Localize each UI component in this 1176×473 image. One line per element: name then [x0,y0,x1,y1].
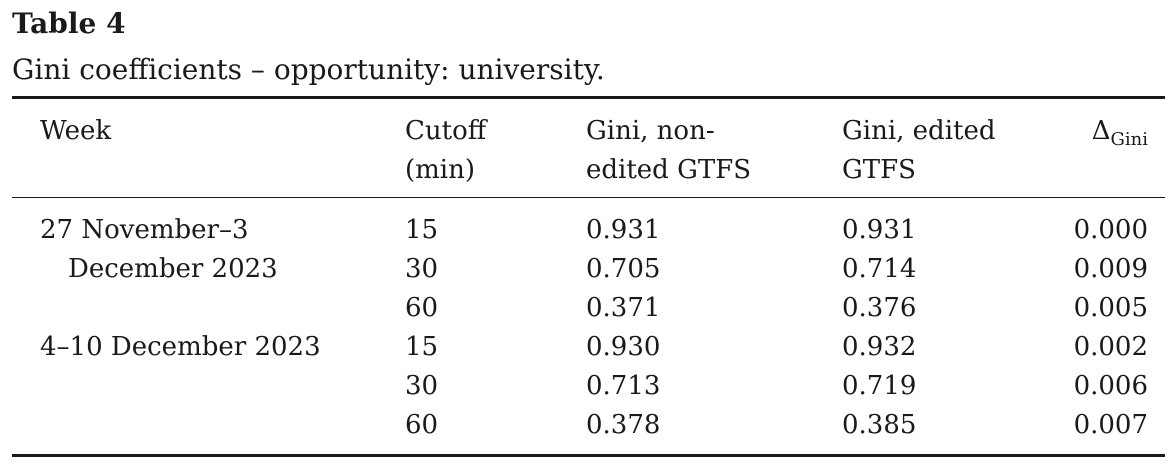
cutoff-cell: 60 [405,293,439,323]
top-rule [12,96,1165,99]
cutoff-cell: 15 [405,332,439,362]
week-cell: 4–10 December 2023 [40,332,321,362]
delta-cell: 0.002 [1073,332,1148,362]
table-row [0,328,1176,367]
gini-edited-cell: 0.376 [842,293,917,323]
gini-non-edited-cell: 0.931 [586,215,661,245]
gini-non-edited-cell: 0.705 [586,254,661,284]
bottom-rule [12,454,1165,457]
header-gini-edited-line2: GTFS [842,155,916,185]
header-cutoff-line2: (min) [405,155,476,185]
header-gini-edited-line1: Gini, edited [842,116,996,146]
cutoff-cell: 15 [405,215,439,245]
gini-edited-cell: 0.385 [842,410,917,440]
gini-non-edited-cell: 0.930 [586,332,661,362]
gini-non-edited-cell: 0.378 [586,410,661,440]
cutoff-cell: 60 [405,410,439,440]
header-gini-non-line2: edited GTFS [586,155,752,185]
gini-edited-cell: 0.714 [842,254,917,284]
cutoff-cell: 30 [405,371,439,401]
gini-non-edited-cell: 0.371 [586,293,661,323]
header-delta-gini [1092,112,1148,159]
header-week: Week [40,116,112,146]
table-row [0,289,1176,328]
gini-edited-cell: 0.931 [842,215,917,245]
delta-cell: 0.005 [1073,293,1148,323]
header-cutoff-line1: Cutoff [405,116,487,146]
gini-edited-cell: 0.719 [842,371,917,401]
delta-cell: 0.007 [1073,410,1148,440]
header-gini-non-line1: Gini, non- [586,116,715,146]
table-label: Table 4 [12,7,126,40]
header-rule [12,197,1165,198]
table-row [0,367,1176,406]
gini-non-edited-cell: 0.713 [586,371,661,401]
delta-cell: 0.006 [1073,371,1148,401]
table-caption: Gini coefficients – opportunity: university. [12,53,605,86]
delta-subscript: Gini [1110,129,1148,150]
header-gini-non-edited [586,112,751,190]
cutoff-cell: 30 [405,254,439,284]
delta-cell: 0.009 [1073,254,1148,284]
table-row [0,406,1176,445]
delta-symbol: Δ [1091,116,1111,146]
week-line2: December 2023 [68,254,278,284]
gini-edited-cell: 0.932 [842,332,917,362]
header-cutoff [405,112,486,190]
table-row [0,250,1176,289]
week-line1: 27 November–3 [40,215,249,245]
delta-cell: 0.000 [1073,215,1148,245]
header-gini-edited [842,112,996,190]
